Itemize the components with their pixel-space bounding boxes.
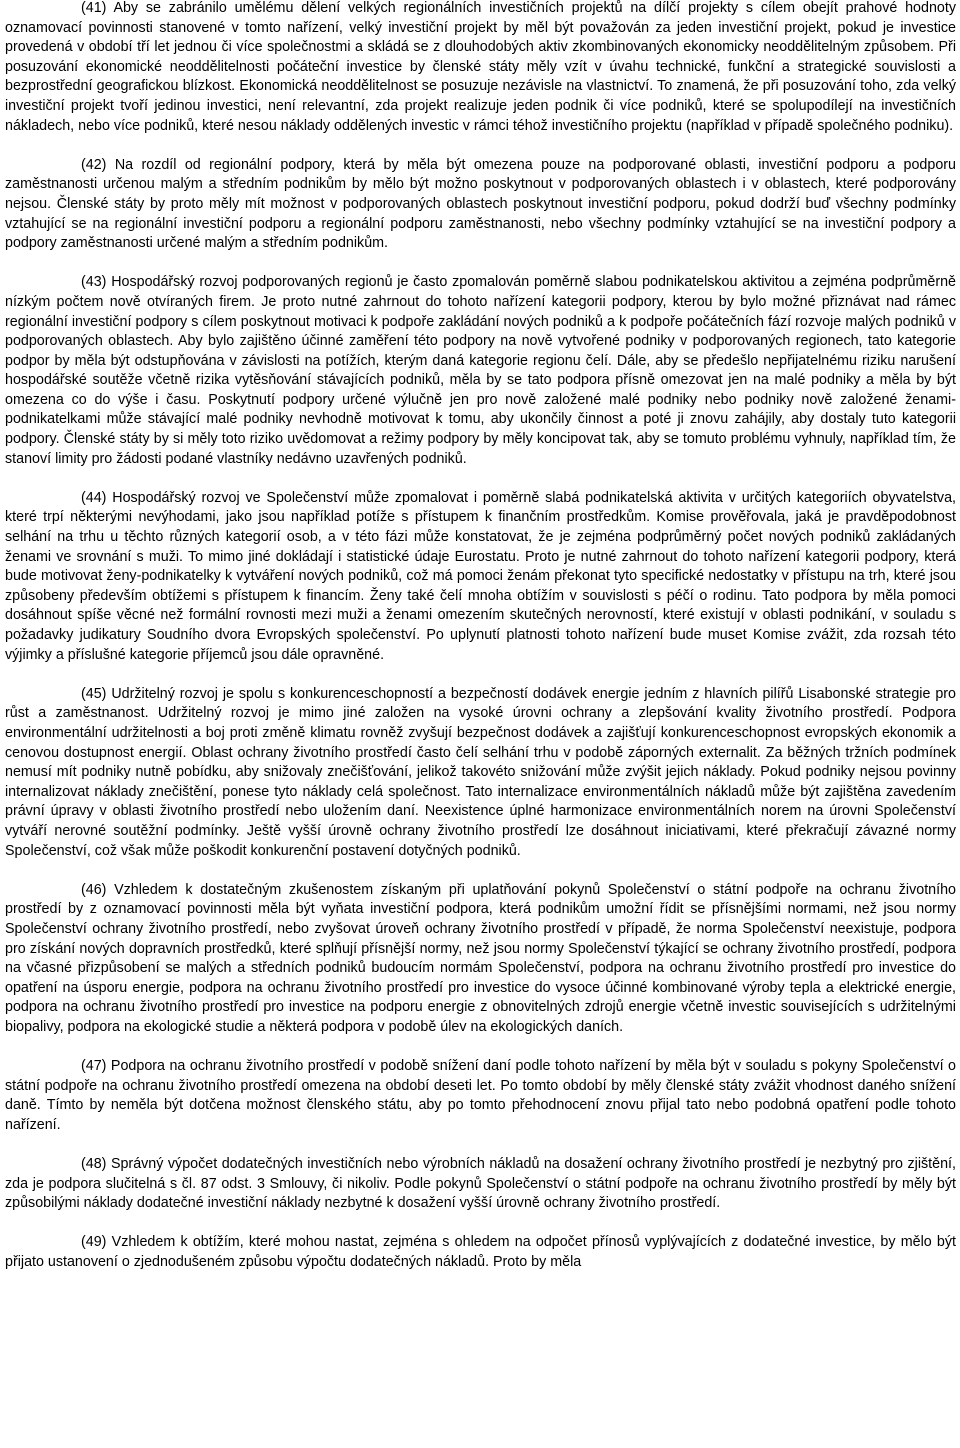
paragraph-44: (44) Hospodářský rozvoj ve Společenství může zpomalovat i poměrně slabá podnikatelská aktivita v určitých kategoriích obyvatelstva, které trpí některými nevýhodami, jako jsou například potíže s přístupem k finančním prostředkům. Komise prověřovala, jaká je pravděpodobnost selhání na trhu u těchto různých kategorií osob, a v této fázi může konstatovat, že je zejména podprůměrný počet nových podniků zakládaných ženami ve srovnání s muži. To mimo jiné dokládají i statistické údaje Eurostatu. Proto je nutné zahrnout do tohoto nařízení kategorii podpory, která bude motivovat ženy-podnikatelky k vytváření nových podniků, což má pomoci ženám překonat tyto specifické nedostatky v přístupu na trh, které jsou způsobeny především obtížemi s přístupem k financím. Ženy také čelí mnoha obtížím v souvislosti s péčí o rodinu. Tato podpora by měla pomoci dosáhnout spíše věcné než formální rovnosti mezi muži a ženami omezením skutečných nerovností, které existují v oblasti podnikání, v souladu s požadavky judikatury Soudního dvora Evropských společenství. Po uplynutí platnosti tohoto nařízení bude muset Komise zvážit, zda rozsah této výjimky a příslušné kategorie příjemců jsou dále opravněné. — [5, 489, 956, 663]
paragraph-49: (49) Vzhledem k obtížím, které mohou nastat, zejména s ohledem na odpočet přínosů vyplývajících z dodatečné investice, by mělo být přijato ustanovení o zjednodušeném způsobu výpočtu dodatečných nákladů. Proto by měla — [5, 1234, 956, 1270]
paragraph-48: (48) Správný výpočet dodatečných investičních nebo výrobních nákladů na dosažení ochrany životního prostředí je nezbytný pro zjištění, zda je podpora slučitelná s čl. 87 odst. 3 Smlouvy, či nikoliv. Podle pokynů Společenství o státní podpoře na ochranu životního prostředí by měly být způsobilými náklady dodatečné investiční náklady nezbytné k dosažení vyšší úrovně ochrany životního prostředí. — [5, 1156, 956, 1212]
paragraph-47: (47) Podpora na ochranu životního prostředí v podobě snížení daní podle tohoto nařízení by měla být v souladu s pokyny Společenství o státní podpoře na ochranu životního prostředí omezena na období deseti let. Po tomto období by měly členské státy zvážit vhodnost daného snížení daně. Tímto by neměla být dotčena možnost členského státu, aby po tomto přehodnocení znovu přijal tato nebo podobná opatření podle tohoto nařízení. — [5, 1058, 956, 1133]
paragraph-45: (45) Udržitelný rozvoj je spolu s konkurenceschopností a bezpečností dodávek energie jedním z hlavních pilířů Lisabonské strategie pro růst a zaměstnanost. Udržitelný rozvoj je mimo jiné založen na vysoké úrovni ochrany a zlepšování kvality životního prostředí. Podpora environmentální udržitelnosti a boj proti změně klimatu rovněž zvyšují bezpečnost dodávek a zajišťují konkurenceschopnost evropských ekonomik a cenovou dostupnost energií. Oblast ochrany životního prostředí často čelí selhání trhu v podobě záporných externalit. Za běžných tržních podmínek nemusí mít podniky nutně pobídku, aby snižovaly znečišťování, jelikož takovéto snižování může zvýšit jejich náklady. Pokud podniky nejsou povinny internalizovat náklady znečištění, ponese tyto náklady celá společnost. Tato internalizace environmentálních nákladů může být zajištěna zavedením právní úpravy v oblasti životního prostředí nebo uložením daní. Neexistence úplné harmonizace environmentálních norem na úrovni Společenství vytváří nerovné soutěžní podmínky. Ještě vyšší úrovně ochrany životního prostředí lze dosáhnout iniciativami, které překračují závazné normy Společenství, což však může poškodit konkurenční postavení dotyčných podniků. — [5, 685, 956, 859]
paragraph-42: (42) Na rozdíl od regionální podpory, která by měla být omezena pouze na podporované oblasti, investiční podporu a podporu zaměstnanosti určenou malým a středním podnikům by mělo být možno poskytnout v podporovaných oblastech i v oblastech, které podporovány nejsou. Členské státy by proto měly mít možnost v podporovaných oblastech poskytnout investiční podporu, pokud dodrží buď všechny podmínky vztahující se na regionální investiční podporu a regionální podporu zaměstnanosti, nebo všechny podmínky vztahující se na investiční podpory a podpory zaměstnanosti určené malým a středním podnikům. — [5, 156, 956, 252]
paragraph-41: (41) Aby se zabránilo umělému dělení velkých regionálních investičních projektů na dílčí projekty s cílem obejít prahové hodnoty oznamovací povinnosti stanovené v tomto nařízení, velký investiční projekt by měl být považován za jeden investiční projekt, pokud je investice provedená v období tří let jednou či více společnostmi a skládá se z dlouhodobých aktiv zkombinovaných ekonomicky neoddělitelným způsobem. Při posuzování ekonomické neoddělitelnosti počáteční investice by členské státy měly vzít v úvahu technické, funkční a strategické souvislosti a bezprostřední geografickou blízkost. Ekonomická neoddělitelnost se posuzuje nezávisle na vlastnictví. To znamená, že při posuzování toho, zda velký investiční projekt tvoří jedinou investici, není relevantní, zda projekt realizuje jeden podnik či více podniků, které se spolupodílejí na investičních nákladech, nebo více podniků, které nesou náklady oddělených investic v rámci téhož investičního projektu (například v případě společného podniku). — [5, 0, 956, 134]
paragraph-43: (43) Hospodářský rozvoj podporovaných regionů je často zpomalován poměrně slabou podnikatelskou aktivitou a zejména podprůměrně nízkým počtem nově otvíraných firem. Je proto nutné zahrnout do tohoto nařízení kategorii podpory, kterou by bylo možné přiznávat nad rámec regionální investiční podpory s cílem poskytnout motivaci k podpoře zakládání nových podniků a k podpoře počátečních fází rozvoje malých podniků v podporovaných oblastech. Aby bylo zajištěno účinné zaměření této podpory na nově vytvořené podniky v podporovaných regionech, tato kategorie podpor by měla být odstupňována v závislosti na potížích, kterým daná kategorie regionu čelí. Dále, aby se předešlo nepřijatelnému riziku narušení hospodářské soutěže včetně rizika vytěsňování stávajících podniků, měla by se tato podpora přísně omezovat jen na malé podniky a měla by být omezena co do výše i času. Poskytnutí podpory určené výlučně jen pro nově založené malé podniky nebo podniky nově založené ženami-podnikatelkami může stávající malé podniky nevhodně motivovat k tomu, aby ukončily činnost a poté ji znovu zahájily, aby dostaly tuto kategorii podpory. Členské státy by si měly toto riziko uvědomovat a režimy podpory by měly koncipovat tak, aby se tomuto problému vyhnuly, například tím, že stanoví limity pro žádosti podané vlastníky nedávno uzavřených podniků. — [5, 274, 956, 467]
paragraph-46: (46) Vzhledem k dostatečným zkušenostem získaným při uplatňování pokynů Společenství o státní podpoře na ochranu životního prostředí by z oznamovací povinnosti měla být vyňata investiční podpora, která podnikům umožní řídit se přísnějšími normami, než jsou normy Společenství ochrany životního prostředí, nebo zvyšovat úroveň ochrany životního prostředí v případě, že norma Společenství neexistuje, podpora pro získání nových dopravních prostředků, které splňují přísnější normy, než jsou normy Společenství týkající se ochrany životního prostředí, podpora na včasné přizpůsobení se malých a středních podniků budoucím normám Společenství, podpora na ochranu životního prostředí pro investice do opatření na úsporu energie, podpora na ochranu životního prostředí pro investice do vysoce účinné kombinované výroby tepla a elektrické energie, podpora na ochranu životního prostředí pro investice na podporu energie z obnovitelných zdrojů energie včetně investic souvisejících s udržitelnými biopalivy, podpora na ekologické studie a některá podpora v podobě úlev na ekologických daních. — [5, 881, 956, 1035]
document-page — [5, 0, 956, 1292]
